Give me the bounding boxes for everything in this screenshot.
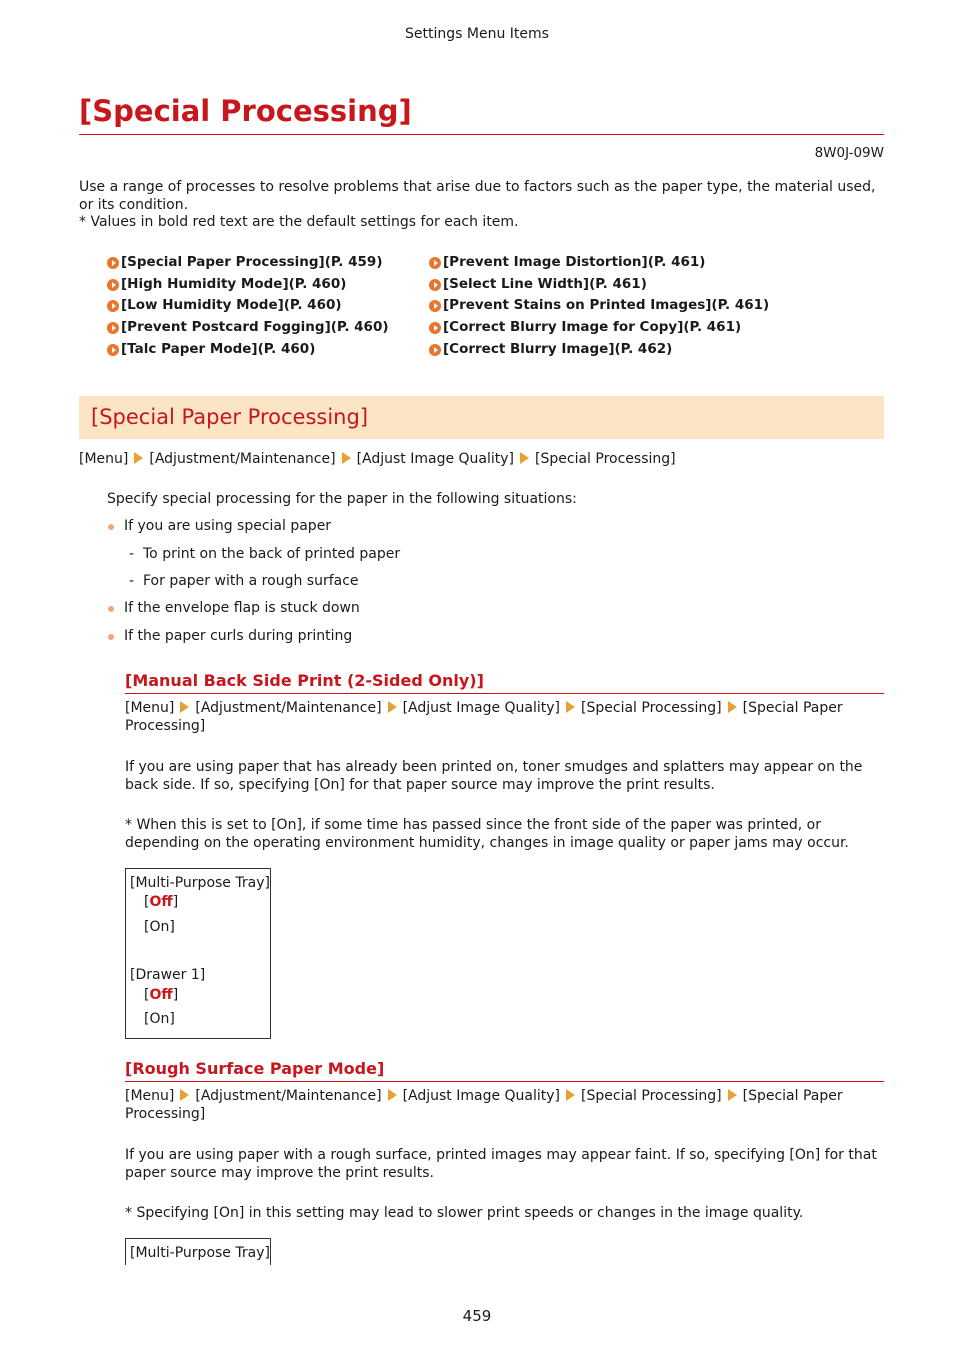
option-on[interactable]: [On] (144, 919, 175, 935)
page-number: 459 (462, 1307, 492, 1325)
link-talc-paper-mode[interactable]: [Talc Paper Mode](P. 460) (107, 339, 389, 361)
section-breadcrumb: [Menu] [Adjustment/Maintenance] [Adjust Image Quality] [Special Processing] (79, 451, 676, 467)
settings-value-box (125, 1238, 271, 1265)
arrow-right-icon (520, 452, 529, 464)
arrow-right-icon (134, 452, 143, 464)
bullet-dot-icon (108, 606, 114, 612)
bullet-item: If you are using special paper (124, 518, 332, 534)
bullet-item: If the paper curls during printing (124, 628, 353, 644)
intro-line: Use a range of processes to resolve problems that arise due to factors such as the paper type, the material used, or its condition. (79, 179, 876, 213)
bullet-dot-icon (108, 524, 114, 530)
arrow-right-icon (180, 1089, 189, 1101)
arrow-right-icon (180, 701, 189, 713)
doc-id: 8W0J-09W (814, 145, 884, 161)
bullet-item: If the envelope flap is stuck down (124, 600, 360, 616)
title-rule (79, 134, 884, 135)
link-special-paper-processing[interactable]: [Special Paper Processing](P. 459) (107, 252, 389, 274)
link-prevent-image-distortion[interactable]: [Prevent Image Distortion](P. 461) (429, 252, 769, 274)
dash-icon: - (129, 573, 135, 589)
subsection-title: [Manual Back Side Print (2-Sided Only)] (125, 671, 484, 690)
link-high-humidity-mode[interactable]: [High Humidity Mode](P. 460) (107, 274, 389, 296)
arrow-right-icon (566, 701, 575, 713)
sub-bullet-item: For paper with a rough surface (143, 573, 359, 589)
drawer-label: [Drawer 1] (130, 967, 206, 983)
links-left-column (107, 252, 389, 361)
arrow-right-icon (728, 1089, 737, 1101)
sub-bullet-item: To print on the back of printed paper (143, 546, 401, 562)
arrow-circle-icon (107, 344, 119, 356)
arrow-right-icon (388, 1089, 397, 1101)
arrow-circle-icon (429, 300, 441, 312)
option-on[interactable]: [On] (144, 1011, 175, 1027)
link-prevent-stains[interactable]: [Prevent Stains on Printed Images](P. 461) (429, 295, 769, 317)
link-correct-blurry-image[interactable]: [Correct Blurry Image](P. 462) (429, 339, 769, 361)
link-low-humidity-mode[interactable]: [Low Humidity Mode](P. 460) (107, 295, 389, 317)
subsection-breadcrumb: [Menu] [Adjustment/Maintenance] [Adjust Image Quality] [Special Processing] [Special Paper Processing] (125, 1088, 843, 1122)
subsection-note: * When this is set to [On], if some time has passed since the front side of the paper was printed, or depending on the operating environment humidity, changes in image quality or paper jams may occur. (125, 817, 849, 851)
option-off-default[interactable]: [Off] (144, 894, 179, 910)
bullet-dot-icon (108, 634, 114, 640)
arrow-circle-icon (429, 344, 441, 356)
arrow-right-icon (728, 701, 737, 713)
arrow-circle-icon (107, 279, 119, 291)
arrow-circle-icon (429, 257, 441, 269)
link-select-line-width[interactable]: [Select Line Width](P. 461) (429, 274, 769, 296)
arrow-circle-icon (429, 279, 441, 291)
link-prevent-postcard-fogging[interactable]: [Prevent Postcard Fogging](P. 460) (107, 317, 389, 339)
arrow-circle-icon (107, 300, 119, 312)
tray-label: [Multi-Purpose Tray] (130, 1245, 270, 1261)
subsection-description: If you are using paper that has already been printed on, toner smudges and splatters may appear on the back side. If so, specifying [On] for that paper source may improve the print results. (125, 759, 863, 793)
subsection-note: * Specifying [On] in this setting may lead to slower print speeds or changes in the image quality. (125, 1205, 804, 1221)
arrow-right-icon (342, 452, 351, 464)
settings-value-box (125, 868, 271, 1039)
intro-note: * Values in bold red text are the default settings for each item. (79, 214, 519, 230)
subsection-rule (125, 1081, 884, 1082)
subsection-breadcrumb: [Menu] [Adjustment/Maintenance] [Adjust Image Quality] [Special Processing] [Special Paper Processing] (125, 700, 843, 734)
arrow-circle-icon (107, 322, 119, 334)
arrow-circle-icon (429, 322, 441, 334)
section-title: [Special Paper Processing] (91, 405, 369, 429)
arrow-right-icon (388, 701, 397, 713)
option-off-default[interactable]: [Off] (144, 987, 179, 1003)
intro-text (79, 179, 884, 232)
subsection-rule (125, 693, 884, 694)
subsection-title: [Rough Surface Paper Mode] (125, 1059, 385, 1078)
tray-label: [Multi-Purpose Tray] (130, 875, 270, 891)
links-right-column (429, 252, 769, 361)
arrow-right-icon (566, 1089, 575, 1101)
running-header: Settings Menu Items (405, 26, 549, 42)
subsection-description: If you are using paper with a rough surface, printed images may appear faint. If so, specifying [On] for that paper source may improve the print results. (125, 1147, 877, 1181)
arrow-circle-icon (107, 257, 119, 269)
link-correct-blurry-image-copy[interactable]: [Correct Blurry Image for Copy](P. 461) (429, 317, 769, 339)
page-title: [Special Processing] (79, 94, 412, 128)
section-lead: Specify special processing for the paper in the following situations: (107, 491, 577, 507)
dash-icon: - (129, 546, 135, 562)
